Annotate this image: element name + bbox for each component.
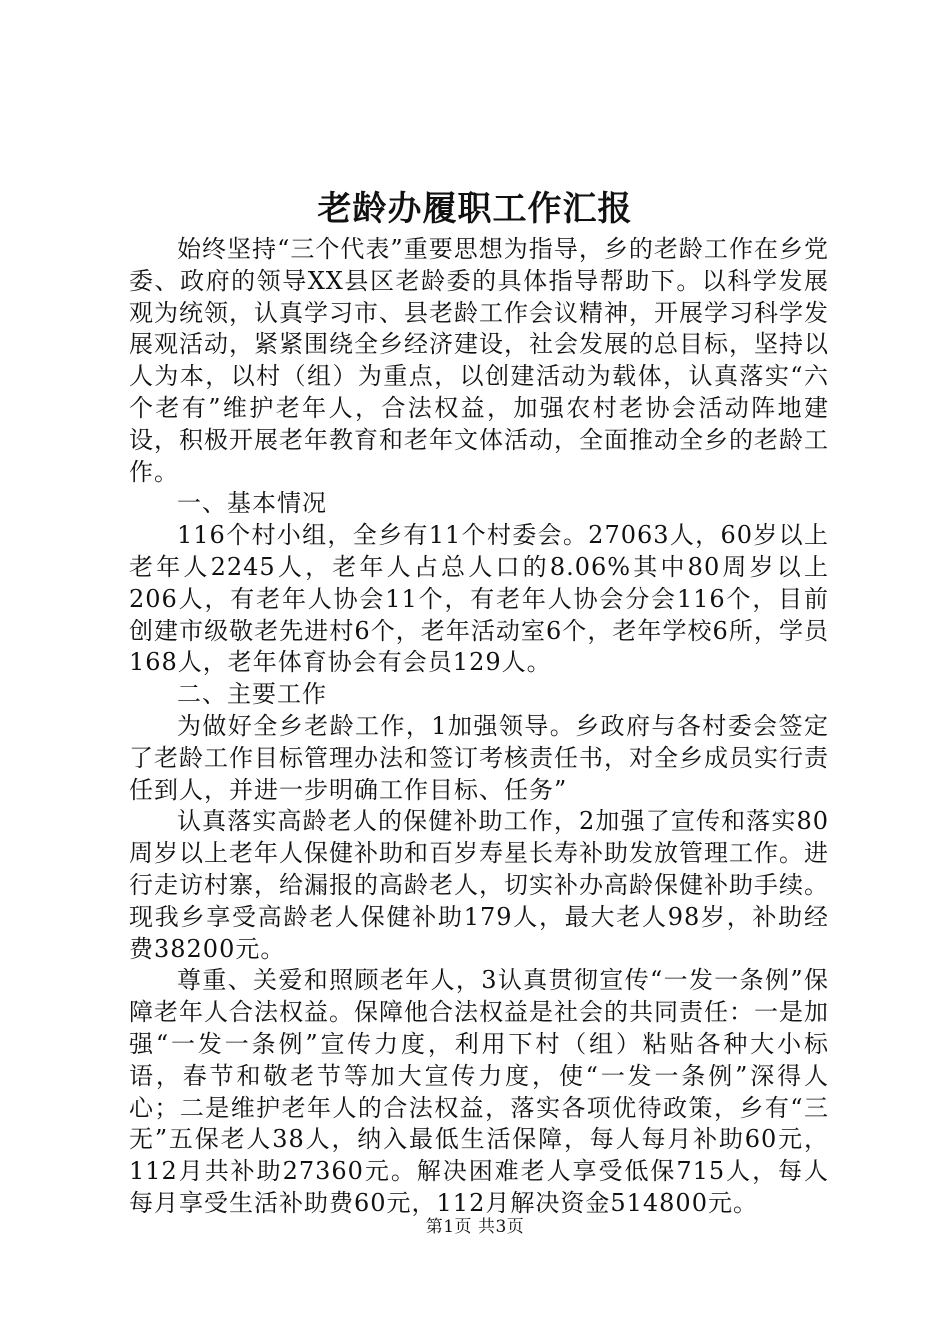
paragraph-rights-protection: 尊重、关爱和照顾老年人，3认真贯彻宣传“一发一条例”保障老年人合法权益。保障他合法权益是社会的共同责任：一是加强“一发一条例”宣传力度，利用下村（组）粘贴各种大小标语，春节和敬老节等加大宣传力度，使“一发一条例”深得人心；二是维护老年人的合法权益，落实各项优待政策，乡有“三无”五保老人38人，纳入最低生活保障，每人每月补助60元，112月共补助27360元。解决困难老人享受低保715人，每人每月享受生活补助费60元，112月解决资金514800元。 — [129, 966, 829, 1217]
paragraph-health-subsidy: 认真落实高龄老人的保健补助工作，2加强了宣传和落实80周岁以上老年人保健补助和百岁寿星长寿补助发放管理工作。进行走访村寨，给漏报的高龄老人，切实补办高龄保健补助手续。现我乡享受高龄老人保健补助179人，最大老人98岁，补助经费38200元。 — [129, 807, 829, 963]
paragraph-leadership: 为做好全乡老龄工作，1加强领导。乡政府与各村委会签定了老龄工作目标管理办法和签订考核责任书，对全乡成员实行责任到人，并进一步明确工作目标、任务” — [129, 711, 829, 804]
paragraph-basic-situation: 116个村小组，全乡有11个村委会。27063人，60岁以上老年人2245人，老年人占总人口的8.06%其中80周岁以上206人，有老年人协会11个，有老年人协会分会116个，目前创建市级敬老先进村6个，老年活动室6个，老年学校6所，学员168人，老年体育协会有会员129人。 — [129, 521, 829, 677]
section-heading-basic-situation: 一、基本情况 — [177, 489, 327, 518]
page-footer: 第1页 共3页 — [425, 1217, 525, 1237]
section-heading-main-work: 二、主要工作 — [177, 680, 327, 709]
document-title: 老龄办履职工作汇报 — [317, 189, 633, 229]
document-body — [129, 234, 829, 1220]
paragraph-intro: 始终坚持“三个代表”重要思想为指导，乡的老龄工作在乡党委、政府的领导XX县区老龄委的具体指导帮助下。以科学发展观为统领，认真学习市、县老龄工作会议精神，开展学习科学发展观活动，紧紧围绕全乡经济建设，社会发展的总目标，坚持以人为本，以村（组）为重点，以创建活动为载体，认真落实“六个老有”维护老年人，合法权益，加强农村老协会活动阵地建设，积极开展老年教育和老年文体活动，全面推动全乡的老龄工作。 — [129, 235, 829, 486]
